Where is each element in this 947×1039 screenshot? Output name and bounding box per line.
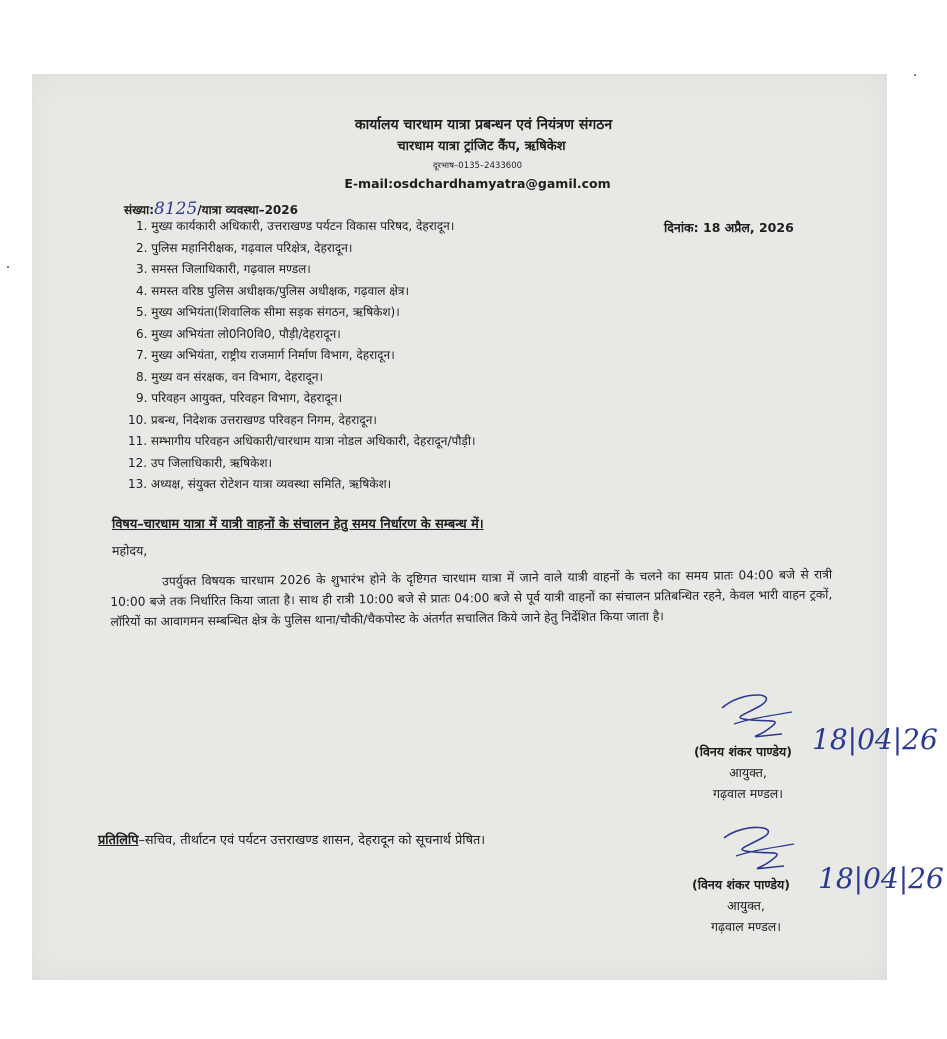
list-item: 2. पुलिस महानिरीक्षक, गढ़वाल परिक्षेत्र, देहरादून। [136,240,353,255]
subject-line [112,514,484,532]
paragraph-indent [110,585,162,586]
list-item: 6. मुख्य अभियंता लो0नि0वि0, पौड़ी/देहरादून। [136,326,341,341]
list-item: 12. उप जिलाधिकारी, ऋषिकेश। [128,455,273,470]
office-phone: दूरभाष–0135–2433600 [432,161,523,171]
list-item: 8. मुख्य वन संरक्षक, वन विभाग, देहरादून। [136,369,324,384]
subject-text: –चारधाम यात्रा में यात्री वाहनों के संचालन हेतु समय निर्धारण के सम्बन्ध में। [137,517,484,532]
list-item: 1. मुख्य कार्यकारी अधिकारी, उत्तराखण्ड पर्यटन विकास परिषद, देहरादून। [136,219,455,233]
list-item: 3. समस्त जिलाधिकारी, गढ़वाल मण्डल। [136,262,311,276]
office-name: कार्यालय चारधाम यात्रा प्रबन्धन एवं नियंत्रण संगठन [354,117,613,133]
handwritten-date: 18|04|26 [812,723,938,756]
office-email: E-mail:osdchardhamyatra@gamil.com [344,176,611,191]
copy-text: –सचिव, तीर्थाटन एवं पर्यटन उत्तराखण्ड शासन, देहरादून को सूचनार्थ प्रेषित। [138,833,486,848]
reference-suffix: /यात्रा व्यवस्था–2026 [197,203,298,217]
list-item: 11. सम्भागीय परिवहन अधिकारी/चारधाम यात्रा नोडल अधिकारी, देहरादून/पौड़ी। [128,434,476,448]
list-item: 13. अध्यक्ष, संयुक्त रोटेशन यात्रा व्यवस्था समिति, ऋषिकेश। [128,477,392,491]
signature-mark [712,688,802,748]
letter-date: दिनांक: 18 अप्रैल, 2026 [664,220,794,235]
body-text: उपर्युक्त विषयक चारधाम 2026 के शुभारंभ होने के दृष्टिगत चारधाम यात्रा में जाने वाले यात्री वाहनों के चलने का समय प्रातः 04:00 बजे से रात्री 10:00 बजे तक निर्धारित किया जाता है। साथ ही रात्री 10:00 बजे से प्रातः 04:00 बजे से पूर्व यात्री वाहनों का संचालन प्रतिबन्धित रहने, केवल भारी वाहन ट्रकों, लॉरियों का आवागमन सम्बन्धित क्षेत्र के पुलिस थाना/चौकी/चैकपोस्ट के अंतर्गत सचालित किये जाने हेतु निर्देशित किया जाता है। [110,567,833,629]
salutation: महोदय, [112,543,148,558]
signature-mark [712,820,802,880]
speck [7,266,9,268]
list-item: 9. परिवहन आयुक्त, परिवहन विभाग, देहरादून। [136,391,343,405]
signatory-title: आयुक्त, [727,898,765,913]
list-item: 4. समस्त वरिष्ठ पुलिस अधीक्षक/पुलिस अधीक्षक, गढ़वाल क्षेत्र। [136,283,410,298]
copy-label: प्रतिलिपि [98,833,139,848]
copy-to-line [98,830,485,848]
subject-label: विषय [112,517,138,532]
signature-block [668,741,818,804]
signatory-title: आयुक्त, [729,765,767,780]
list-item: 10. प्रबन्ध, निदेशक उत्तराखण्ड परिवहन निगम, देहरादून। [128,412,377,427]
signatory-office: गढ़वाल मण्डल। [712,786,784,801]
reference-prefix: संख्या: [124,203,154,217]
body-paragraph [110,564,833,632]
speck [914,74,916,76]
signature-block [666,874,816,937]
signatory-office: गढ़वाल मण्डल। [710,919,782,934]
list-item: 5. मुख्य अभियंता(शिवालिक सीमा सड़क संगठन, ऋषिकेश)। [136,305,400,319]
reference-handwritten-number: 8125 [154,199,198,219]
list-item: 7. मुख्य अभियंता, राष्ट्रीय राजमार्ग निर्माण विभाग, देहरादून। [136,348,395,362]
recipient-list [128,216,476,496]
signatory-name: (विनय शंकर पाण्डेय) [692,877,790,892]
signatory-name: (विनय शंकर पाण्डेय) [694,744,792,759]
handwritten-date: 18|04|26 [818,862,944,895]
office-address: चारधाम यात्रा ट्रांजिट कैंप, ऋषिकेश [397,139,566,154]
